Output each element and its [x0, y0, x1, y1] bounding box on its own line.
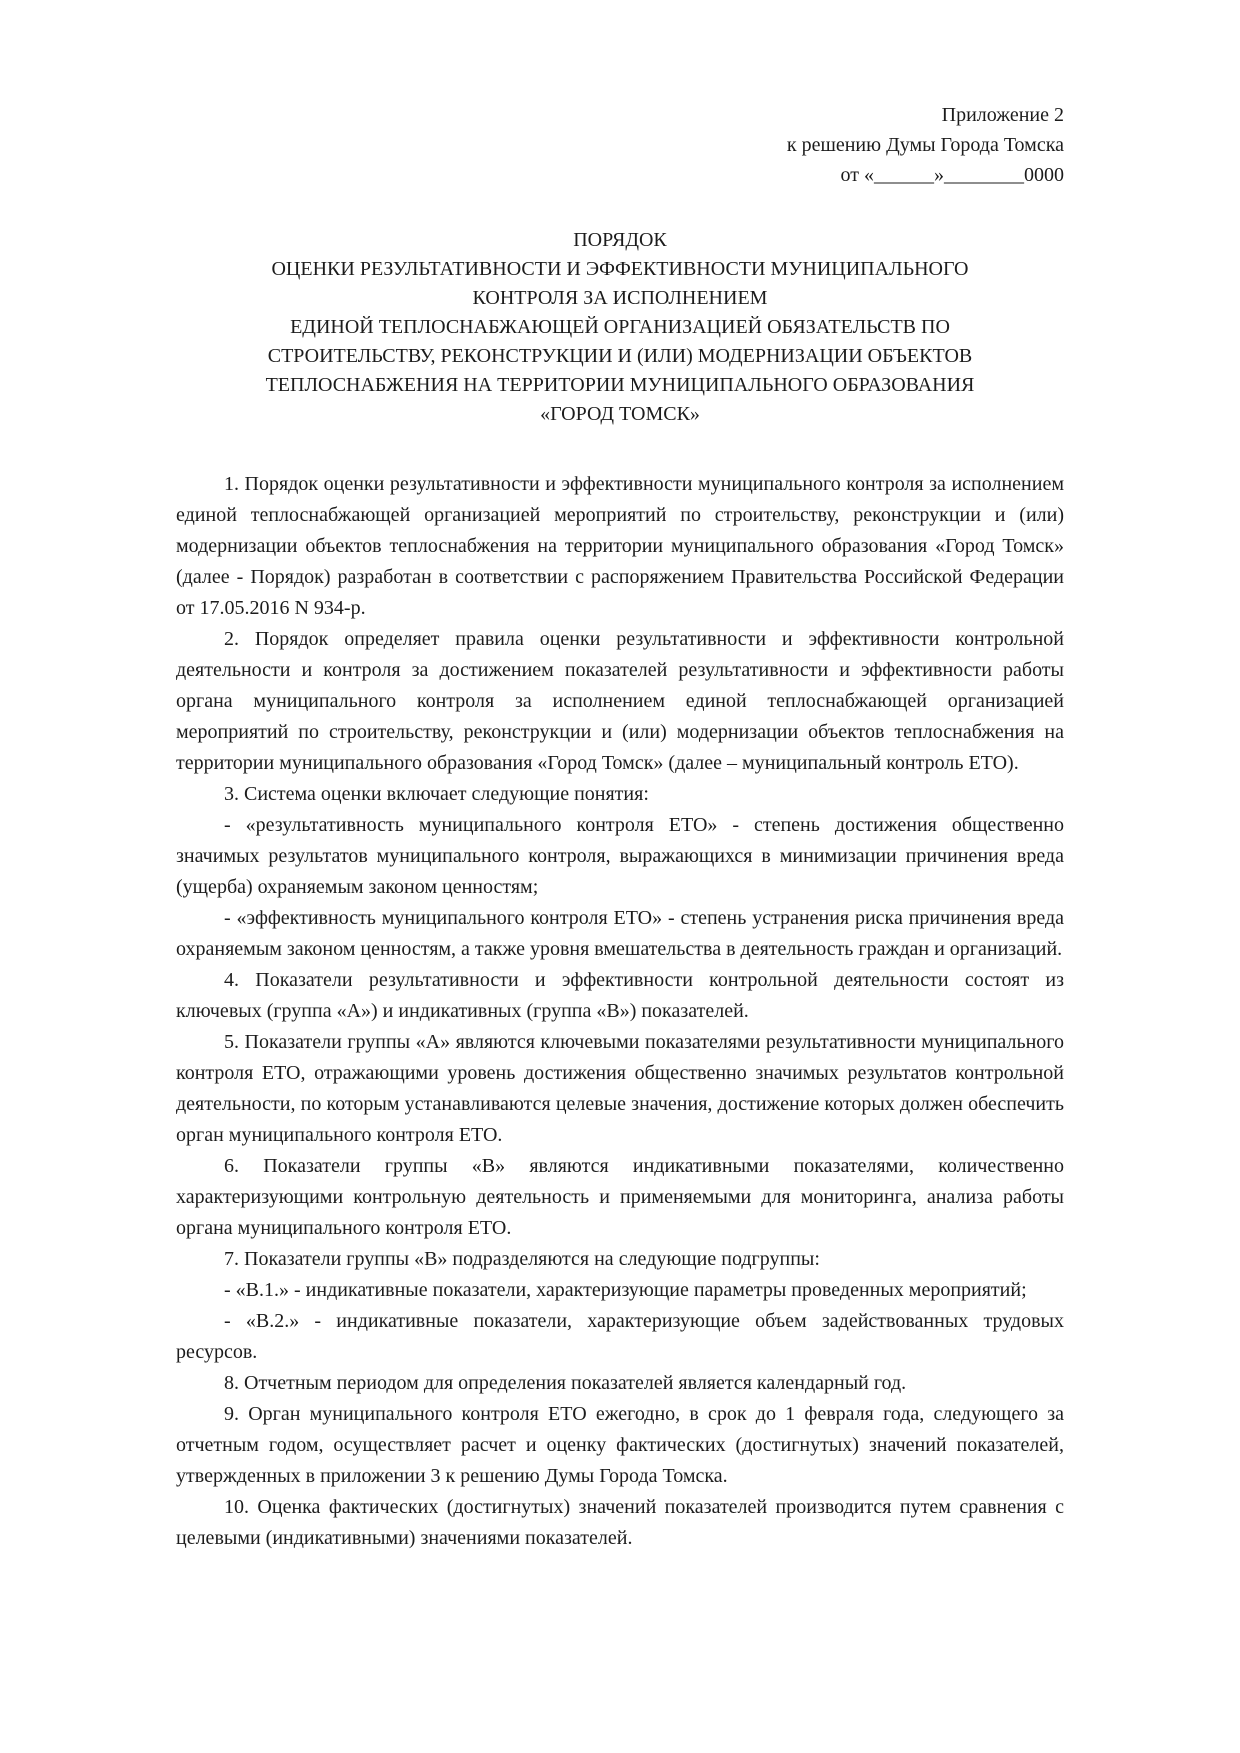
- title-line-6: ТЕПЛОСНАБЖЕНИЯ НА ТЕРРИТОРИИ МУНИЦИПАЛЬНОГО ОБРАЗОВАНИЯ: [265, 374, 975, 396]
- header-resolution-line: к решению Думы Города Томска: [786, 134, 1064, 156]
- paragraph: - «результативность муниципального контроля ЕТО» - степень достижения общественно значимых результатов муниципального контроля, выражающихся в минимизации причинения вреда (ущерба) охраняемым законом ценностям;: [176, 814, 1064, 898]
- paragraph: 7. Показатели группы «В» подразделяются на следующие подгруппы:: [224, 1248, 820, 1270]
- title-line-4: ЕДИНОЙ ТЕПЛОСНАБЖАЮЩЕЙ ОРГАНИЗАЦИЕЙ ОБЯЗАТЕЛЬСТВ ПО: [290, 316, 950, 338]
- document-body: [176, 469, 1064, 1554]
- header-appendix-line: Приложение 2: [941, 104, 1064, 126]
- paragraph: 4. Показатели результативности и эффективности контрольной деятельности состоят из ключевых (группа «А») и индикативных (группа «В») показателей.: [176, 969, 1064, 1022]
- title-line-2: ОЦЕНКИ РЕЗУЛЬТАТИВНОСТИ И ЭФФЕКТИВНОСТИ МУНИЦИПАЛЬНОГО: [271, 258, 969, 280]
- paragraph: 9. Орган муниципального контроля ЕТО ежегодно, в срок до 1 февраля года, следующего за отчетным годом, осуществляет расчет и оценку фактических (достигнутых) значений показателей, утвержденных в приложении 3 к решению Думы Города Томска.: [176, 1403, 1064, 1487]
- title-line-5: СТРОИТЕЛЬСТВУ, РЕКОНСТРУКЦИИ И (ИЛИ) МОДЕРНИЗАЦИИ ОБЪЕКТОВ: [267, 345, 973, 367]
- title-line-1: ПОРЯДОК: [573, 229, 667, 251]
- paragraph: 3. Система оценки включает следующие понятия:: [224, 783, 649, 805]
- paragraph: 5. Показатели группы «А» являются ключевыми показателями результативности муниципального контроля ЕТО, отражающими уровень достижения общественно значимых результатов контрольной деятельности, по которым устанавливаются целевые значения, достижение которых должен обеспечить орган муниципального контроля ЕТО.: [176, 1031, 1064, 1146]
- document-header: [176, 100, 1064, 190]
- paragraph: 8. Отчетным периодом для определения показателей является календарный год.: [224, 1372, 907, 1394]
- paragraph: 2. Порядок определяет правила оценки результативности и эффективности контрольной деятельности и контроля за достижением показателей результативности и эффективности работы органа муниципального контроля за исполнением единой теплоснабжающей организацией мероприятий по строительству, реконструкции и (или) модернизации объектов теплоснабжения на территории муниципального образования «Город Томск» (далее – муниципальный контроль ЕТО).: [176, 628, 1064, 774]
- header-date-line: от «______»________0000: [840, 164, 1064, 186]
- paragraph: 1. Порядок оценки результативности и эффективности муниципального контроля за исполнением единой теплоснабжающей организацией мероприятий по строительству, реконструкции и (или) модернизации объектов теплоснабжения на территории муниципального образования «Город Томск» (далее - Порядок) разработан в соответствии с распоряжением Правительства Российской Федерации от 17.05.2016 N 934-р.: [176, 473, 1064, 619]
- paragraph: - «В.1.» - индикативные показатели, характеризующие параметры проведенных мероприятий;: [224, 1279, 1027, 1301]
- title-line-7: «ГОРОД ТОМСК»: [540, 403, 700, 425]
- paragraph: - «В.2.» - индикативные показатели, характеризующие объем задействованных трудовых ресурсов.: [176, 1310, 1064, 1363]
- paragraph: - «эффективность муниципального контроля ЕТО» - степень устранения риска причинения вреда охраняемым законом ценностям, а также уровня вмешательства в деятельность граждан и организаций.: [176, 907, 1064, 960]
- document-title: [176, 226, 1064, 429]
- title-line-3: КОНТРОЛЯ ЗА ИСПОЛНЕНИЕМ: [472, 287, 768, 309]
- paragraph: 10. Оценка фактических (достигнутых) значений показателей производится путем сравнения с целевыми (индикативными) значениями показателей.: [176, 1496, 1064, 1549]
- paragraph: 6. Показатели группы «В» являются индикативными показателями, количественно характеризующими контрольную деятельность и применяемыми для мониторинга, анализа работы органа муниципального контроля ЕТО.: [176, 1155, 1064, 1239]
